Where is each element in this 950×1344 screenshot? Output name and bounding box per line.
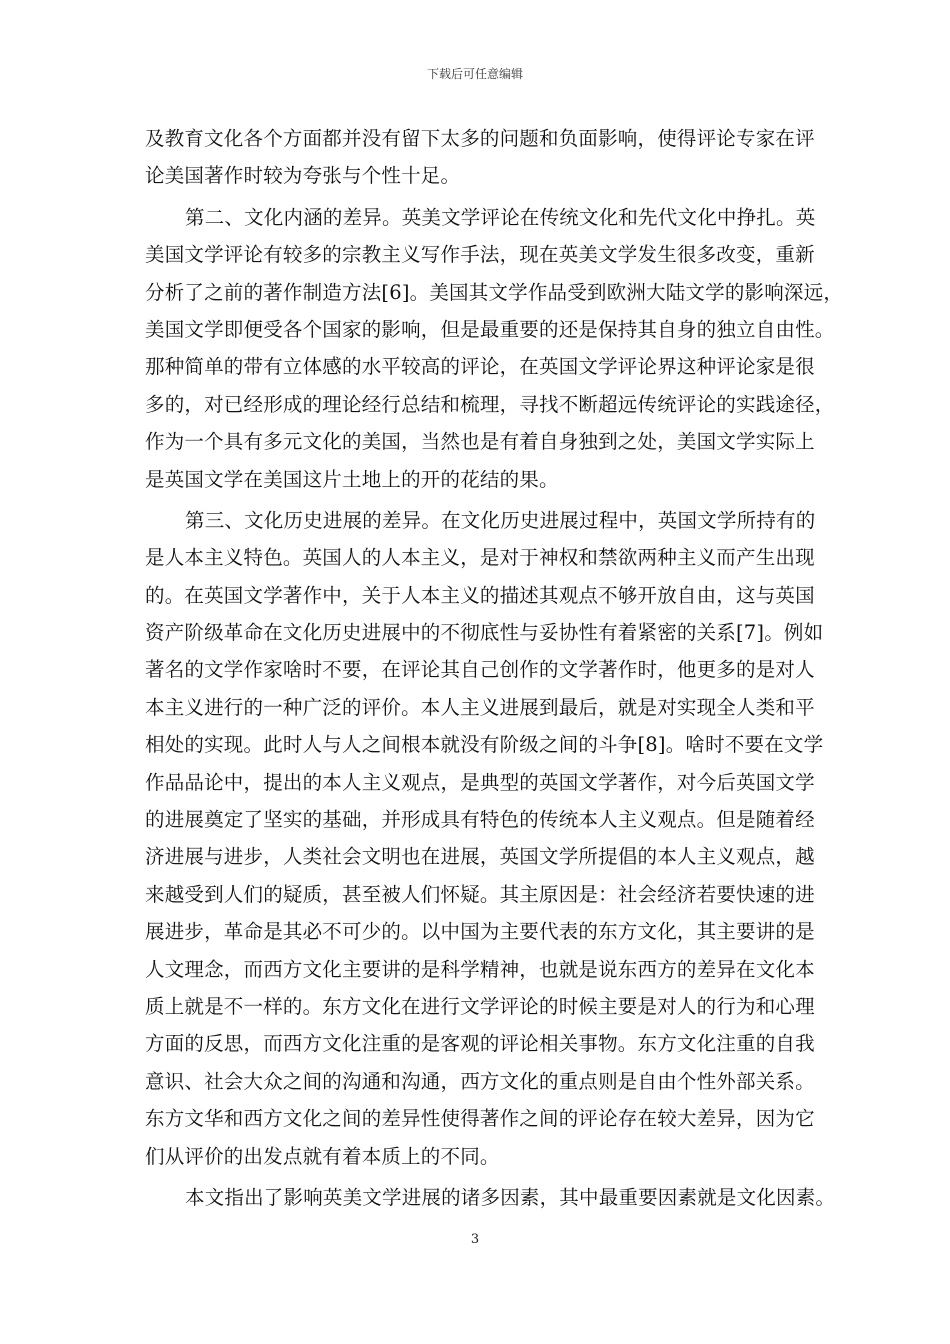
paragraph: [145, 120, 815, 195]
text-line: 是英国文学在美国这片土地上的开的花结的果。: [145, 467, 559, 491]
text-line: 的进展奠定了坚实的基础，并形成具有特色的传统本人主义观点。但是随着经: [145, 808, 815, 832]
text-line: 的。在英国文学著作中，关于人本主义的描述其观点不够开放自由，这与英国: [145, 583, 815, 607]
text-line: 作为一个具有多元文化的美国，当然也是有着自身独到之处，美国文学实际上: [145, 430, 815, 454]
text-line: 美国文学评论有较多的宗教主义写作手法，现在英美文学发生很多改变，重新: [145, 243, 815, 267]
text-line: 人文理念，而西方文化主要讲的是科学精神，也就是说东西方的差异在文化本: [145, 957, 815, 981]
text-line: 展进步，革命是其必不可少的。以中国为主要代表的东方文化，其主要讲的是: [145, 920, 815, 944]
text-line: 意识、社会大众之间的沟通和沟通，西方文化的重点则是自由个性外部关系。: [145, 1069, 815, 1093]
text-line: 济进展与进步，人类社会文明也在进展，英国文学所提倡的本人主义观点，越: [145, 845, 815, 869]
text-line: 及教育文化各个方面都并没有留下太多的问题和负面影响，使得评论专家在评: [145, 127, 815, 150]
page-header: 下载后可任意编辑: [426, 67, 523, 81]
text-line: 方面的反思，而西方文化注重的是客观的评论相关事物。东方文化注重的自我: [145, 1032, 815, 1056]
paragraph: [145, 199, 844, 498]
paragraph: [145, 1179, 836, 1216]
paragraph: [145, 502, 824, 1175]
text-line: 论美国著作时较为夸张与个性十足。: [145, 164, 461, 188]
text-line: 多的，对已经形成的理论经行总结和梳理，寻找不断超远传统评论的实践途径，: [145, 392, 835, 416]
text-line: 是人本主义特色。英国人的人本主义，是对于神权和禁欲两种主义而产生出现: [145, 546, 815, 570]
text-line: 东方文华和西方文化之间的差异性使得著作之间的评论存在较大差异，因为它: [145, 1107, 815, 1131]
text-line: 质上就是不一样的。东方文化在进行文学评论的时候主要是对人的行为和心理: [145, 994, 815, 1018]
text-line: 本主义进行的一种广泛的评价。本人主义进展到最后，就是对实现全人类和平: [145, 695, 815, 719]
text-line: 们从评价的出发点就有着本质上的不同。: [145, 1144, 500, 1168]
page-number: 3: [470, 1232, 480, 1247]
text-line: 资产阶级革命在文化历史进展中的不彻底性与妥协性有着紧密的关系[7]。例如: [145, 621, 824, 645]
text-line: 美国文学即便受各个国家的影响，但是最重要的还是保持其自身的独立自由性。: [145, 317, 835, 341]
text-line: 著名的文学作家啥时不要，在评论其自己创作的文学著作时，他更多的是对人: [145, 658, 815, 682]
text-line: 那种简单的带有立体感的水平较高的评论，在英国文学评论界这种评论家是很: [145, 355, 815, 379]
text-line: 分析了之前的著作制造方法[6]。美国其文学作品受到欧洲大陆文学的影响深远，: [145, 280, 844, 304]
text-line: 第二、文化内涵的差异。英美文学评论在传统文化和先代文化中挣扎。英: [185, 205, 816, 229]
body-text: [145, 120, 844, 1216]
text-line: 作品品论中，提出的本人主义观点，是典型的英国文学著作，对今后英国文学: [145, 770, 815, 794]
text-line: 来越受到人们的疑质，甚至被人们怀疑。其主原因是：社会经济若要快速的进: [145, 882, 815, 906]
text-line: 第三、文化历史进展的差异。在文化历史进展过程中，英国文学所持有的: [185, 508, 816, 532]
text-line: 相处的实现。此时人与人之间根本就没有阶级之间的斗争[8]。啥时不要在文学: [145, 733, 824, 757]
text-line: 本文指出了影响英美文学进展的诸多因素，其中最重要因素就是文化因素。: [185, 1185, 836, 1209]
